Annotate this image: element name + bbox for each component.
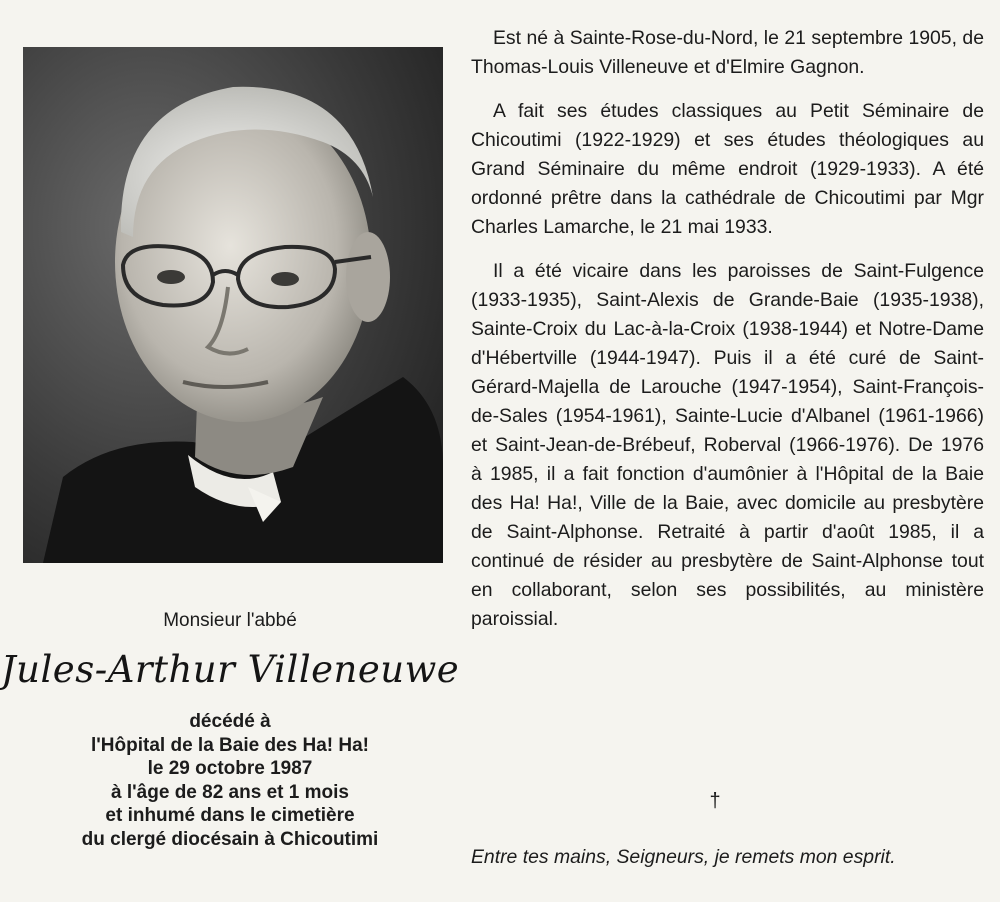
left-column: [0, 0, 460, 902]
signature-name: Jules-Arthur Villeneuwe: [0, 648, 460, 691]
details-line: à l'âge de 82 ans et 1 mois: [111, 781, 349, 803]
prayer-motto: Entre tes mains, Seigneurs, je remets mon esprit.: [471, 846, 896, 868]
bio-paragraph-studies: A fait ses études classiques au Petit Séminaire de Chicoutimi (1922-1929) et ses études théologiques au Grand Séminaire du même endroit (1929-1933). A été ordonné prêtre dans la cathédrale de Chicoutimi par Mgr Charles Lamarche, le 21 mai 1933.: [471, 100, 984, 238]
biography: [471, 24, 984, 649]
portrait-illustration: [23, 47, 443, 563]
details-line: du clergé diocésain à Chicoutimi: [81, 828, 379, 850]
details-line: le 29 octobre 1987: [147, 758, 313, 780]
bio-paragraph-ministry: Il a été vicaire dans les paroisses de Saint-Fulgence (1933-1935), Saint-Alexis de Grande-Baie (1935-1938), Sainte-Croix du Lac-à-la-Croix (1938-1944) et Notre-Dame d'Hébertville (1944-1947). Puis il a été curé de Saint-Gérard-Majella de Larouche (1947-1954), Saint-François-de-Sales (1954-1961), Sainte-Lucie d'Albanel (1961-1966) et Saint-Jean-de-Brébeuf, Roberval (1966-1976). De 1976 à 1985, il a fait fonction d'aumônier à l'Hôpital de la Baie des Ha! Ha!, Ville de la Baie, avec domicile au presbytère de Saint-Alphonse. Retraité à partir d'août 1985, il a continué de résider au presbytère de Saint-Alphonse tout en collaborant, selon ses possibilités, au ministère paroissial.: [471, 260, 984, 630]
bio-paragraph-birth: Est né à Sainte-Rose-du-Nord, le 21 septembre 1905, de Thomas-Louis Villeneuve et d'Elmire Gagnon.: [471, 27, 984, 78]
details-line: l'Hôpital de la Baie des Ha! Ha!: [91, 734, 369, 756]
honorific-title: Monsieur l'abbé: [163, 610, 297, 631]
details-line: et inhumé dans le cimetière: [105, 805, 355, 827]
death-details: [0, 710, 460, 852]
cross-icon: †: [709, 790, 721, 812]
portrait-photo: [23, 47, 443, 563]
details-line: décédé à: [189, 711, 271, 732]
